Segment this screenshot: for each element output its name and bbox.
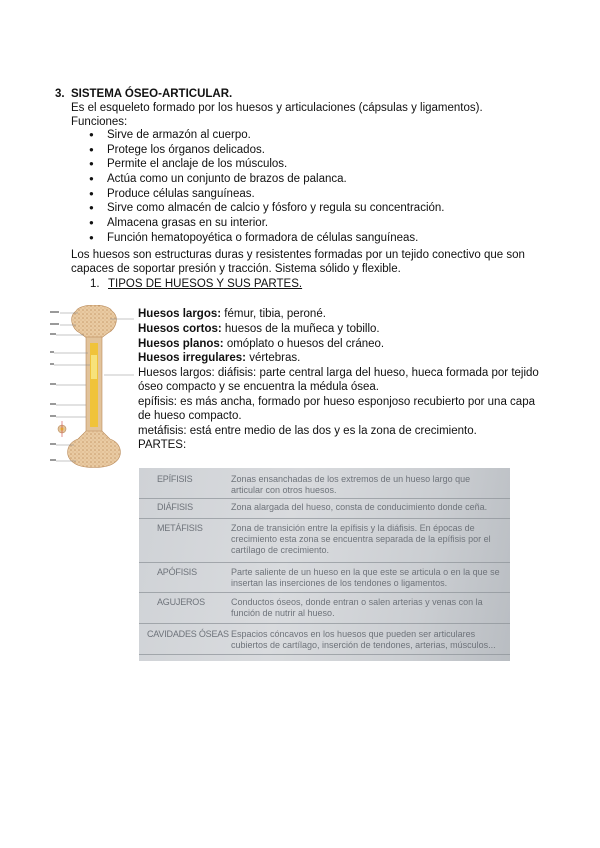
parts-label: PARTES: — [138, 439, 187, 451]
row-divider — [139, 654, 510, 655]
list-item: ● Almacena grasas en su interior. — [89, 216, 445, 231]
part-desc: Conductos óseos, donde entran o salen arterias y venas con la función de nutrir al hueso. — [231, 597, 483, 618]
list-item: ● Sirve de armazón al cuerpo. — [89, 128, 445, 143]
detail-line: óseo compacto y se encuentra la médula ósea. — [138, 381, 380, 393]
functions-label: Funciones: — [71, 116, 128, 128]
section-title: SISTEMA ÓSEO-ARTICULAR. — [71, 88, 233, 100]
row-divider — [139, 623, 510, 624]
type-long — [138, 307, 326, 321]
row-divider — [139, 562, 510, 563]
parts-table-photo — [139, 468, 510, 661]
list-item: ● Función hematopoyética o formadora de células sanguíneas. — [89, 231, 445, 246]
list-item: ● Sirve como almacén de calcio y fósforo y regula su concentración. — [89, 201, 445, 216]
part-name: EPÍFISIS — [157, 474, 193, 484]
type-flat — [138, 337, 384, 351]
bones-paragraph-line2: capaces de soportar presión y tracción. Sistema sólido y flexible. — [71, 263, 401, 275]
type-desc: fémur, tibia, peroné. — [221, 308, 326, 320]
section-number: 3. — [55, 88, 65, 100]
part-desc: Zona de transición entre la epífisis y la diáfisis. En épocas de crecimiento esta zona se encuentra separada de la epífisis por el cartílago de crecimiento. — [231, 523, 491, 555]
list-item: ● Protege los órganos delicados. — [89, 143, 445, 158]
functions-list — [89, 128, 445, 246]
part-desc: Zonas ensanchadas de los extremos de un hueso largo que articular con otros huesos. — [231, 474, 471, 495]
row-divider — [139, 592, 510, 593]
part-name: METÁFISIS — [157, 523, 203, 533]
list-item: ● Produce células sanguíneas. — [89, 187, 445, 202]
list-item: ● Actúa como un conjunto de brazos de palanca. — [89, 172, 445, 187]
part-name: DIÁFISIS — [157, 502, 193, 512]
type-irregular — [138, 351, 300, 365]
type-term: Huesos cortos: — [138, 323, 222, 335]
long-bone-diagram — [50, 305, 138, 469]
list-item: ● Permite el anclaje de los músculos. — [89, 157, 445, 172]
part-name: APÓFISIS — [157, 567, 197, 577]
subsection-title: TIPOS DE HUESOS Y SUS PARTES. — [108, 278, 303, 290]
type-short — [138, 322, 380, 336]
type-term: Huesos irregulares: — [138, 352, 247, 364]
detail-line: epífisis: es más ancha, formado por hueso esponjoso recubierto por una capa — [138, 396, 535, 408]
part-name: CAVIDADES ÓSEAS — [147, 629, 229, 639]
part-name: AGUJEROS — [157, 597, 205, 607]
type-desc: omóplato o huesos del cráneo. — [223, 338, 385, 350]
row-divider — [139, 498, 510, 499]
type-desc: huesos de la muñeca y tobillo. — [221, 323, 380, 335]
type-term: Huesos planos: — [138, 338, 224, 350]
bones-paragraph-line1: Los huesos son estructuras duras y resistentes formadas por un tejido conectivo que son — [71, 249, 525, 261]
type-desc: vértebras. — [246, 352, 301, 364]
part-desc: Zona alargada del hueso, consta de conducimiento donde ceña. — [231, 502, 488, 512]
detail-line: metáfisis: está entre medio de las dos y es la zona de crecimiento. — [138, 425, 477, 437]
detail-line: Huesos largos: diáfisis: parte central larga del hueso, hueca formada por tejido — [138, 367, 539, 379]
row-divider — [139, 518, 510, 519]
detail-line: de hueso compacto. — [138, 410, 242, 422]
section-definition: Es el esqueleto formado por los huesos y articulaciones (cápsulas y ligamentos). — [71, 102, 483, 114]
type-term: Huesos largos: — [138, 308, 222, 320]
part-desc: Espacios cóncavos en los huesos que pueden ser articulares cubiertos de cartílago, inserción de tendones, arterias, músculos... — [231, 629, 496, 650]
part-desc: Parte saliente de un hueso en la que este se articula o en la que se insertan las inserciones de los tendones o ligamentos. — [231, 567, 500, 588]
subsection-number: 1. — [90, 278, 100, 290]
